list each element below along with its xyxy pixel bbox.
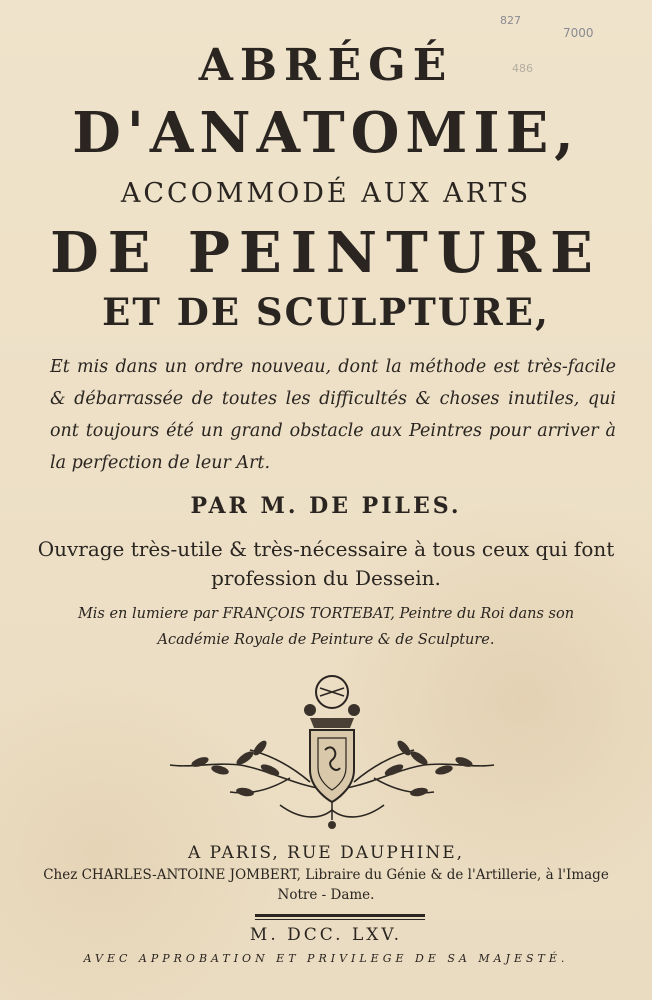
divider-thick <box>255 914 425 917</box>
shelfmark-2: 7000 <box>563 26 594 40</box>
title-line-1: ABRÉGÉ <box>198 40 454 91</box>
coat-of-arms-vignette-icon <box>160 670 505 835</box>
title-line-3: ACCOMMODÉ AUX ARTS <box>120 178 532 209</box>
title-line-5: ET DE SCULPTURE, <box>102 290 550 334</box>
work-line-1: Ouvrage très-utile & très-nécessaire à tous ceux qui font <box>37 537 615 561</box>
publisher-line-3: Notre - Dame. <box>277 887 375 903</box>
publisher-line-1: A PARIS, RUE DAUPHINE, <box>187 843 465 863</box>
editor-line-1: Mis en lumiere par FRANÇOIS TORTEBAT, Peintre du Roi dans son <box>77 606 575 622</box>
shelfmark-1: 827 <box>500 14 521 27</box>
description: Et mis dans un ordre nouveau, dont la méthode est très-facile & débarrassée de toutes les difficultés & choses inutiles, qui ont toujours été un grand obstacle aux Peintres pour arriver à la perfection de leur Art. <box>50 357 616 473</box>
publication-date: M. DCC. LXV. <box>249 925 403 945</box>
privilege-line: AVEC APPROBATION ET PRIVILEGE DE SA MAJESTÉ. <box>83 952 569 965</box>
author: PAR M. DE PILES. <box>190 493 462 519</box>
work-line-2: profession du Dessein. <box>211 566 441 590</box>
title-line-2: D'ANATOMIE, <box>72 100 580 166</box>
title-line-4: DE PEINTURE <box>50 220 602 286</box>
publisher-line-2: Chez CHARLES-ANTOINE JOMBERT, Libraire du Génie & de l'Artillerie, à l'Image <box>43 867 609 883</box>
divider-thin <box>255 919 425 920</box>
shelfmark-3: 486 <box>512 62 533 75</box>
editor-line-2: Académie Royale de Peinture & de Sculpture. <box>157 632 495 648</box>
